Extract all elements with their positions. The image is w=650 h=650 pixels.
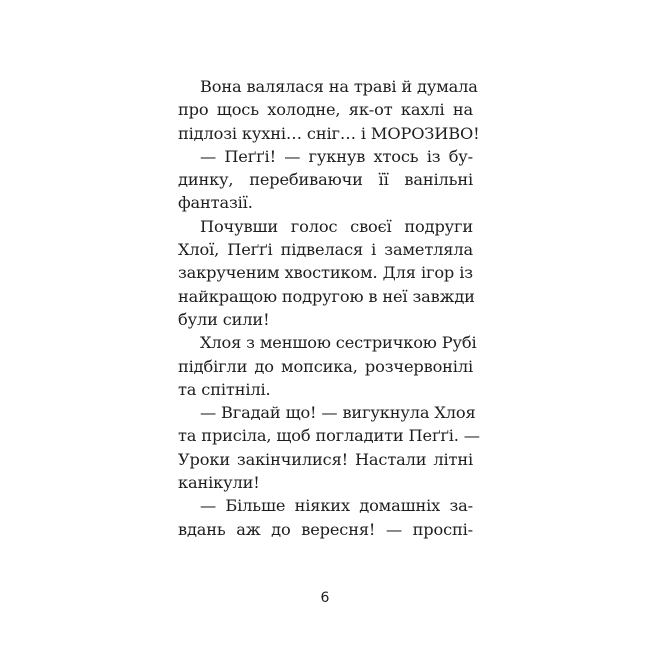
text-line: Хлоя з меншою сестричкою Рубі [200,333,477,353]
text-line: та присіла, щоб погладити Пеґґі. — [178,426,480,446]
text-line: підлозі кухні… сніг… і МОРОЗИВО! [178,123,480,143]
text-line: Уроки закінчилися! Настали літні [178,449,473,469]
text-line: та спітнілі. [178,379,271,399]
text-line: — Більше ніяких домашніх за- [200,496,473,516]
text-line: підбігли до мопсика, розчервонілі [178,356,473,376]
text-line: — Вгадай що! — вигукнула Хлоя [200,403,476,423]
text-line: вдань аж до вересня! — проспі- [178,519,473,539]
text-line: фантазії. [178,193,253,213]
text-line: Хлої, Пеґґі підвелася і заметляла [178,240,473,260]
body-text [178,75,480,541]
text-line: закрученим хвостиком. Для ігор із [178,263,473,283]
page-number: 6 [320,590,330,606]
text-line: найкращою подругою в неї завжди [178,286,475,306]
text-line: — Пеґґі! — гукнув хтось із бу- [200,146,473,166]
text-line: були сили! [178,309,270,329]
text-line: динку, перебиваючи її ванільні [178,170,473,190]
text-line: про щось холодне, як-от кахлі на [178,100,473,120]
text-line: Вона валялася на траві й думала [200,77,478,96]
text-line: Почувши голос своєї подруги [200,216,473,236]
text-line: канікули! [178,473,260,493]
